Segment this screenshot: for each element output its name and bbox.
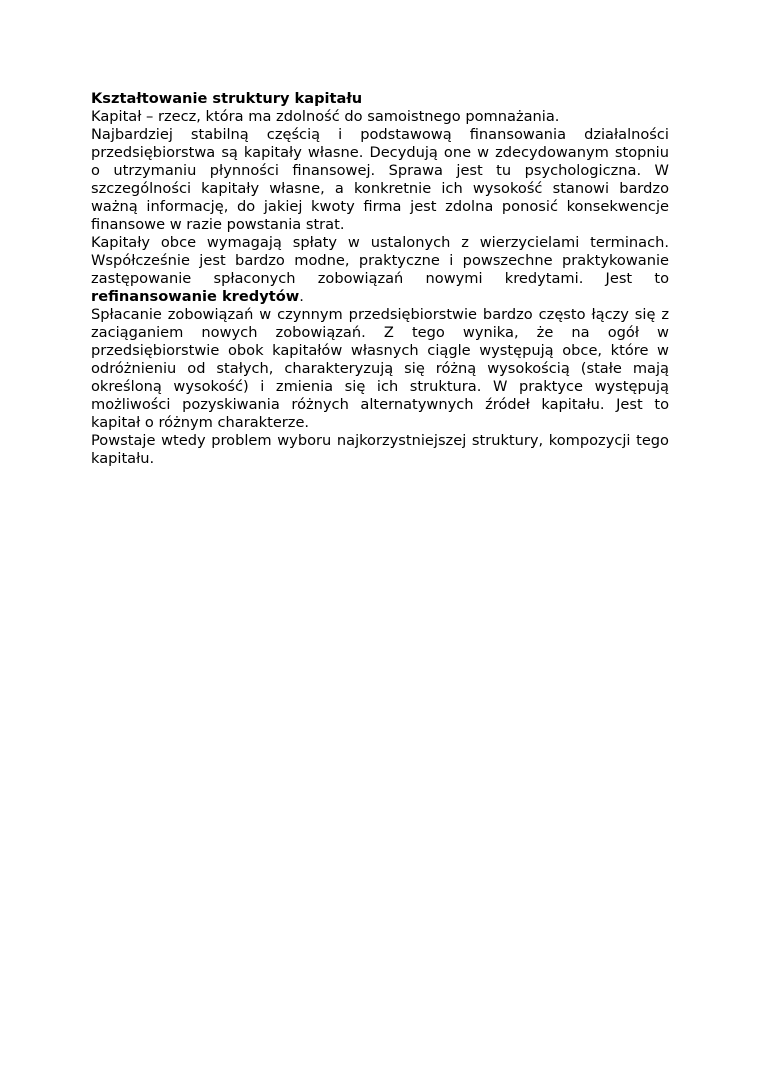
paragraph-foreign-capital-end: .: [299, 288, 304, 305]
paragraph-debt-repayment: Spłacanie zobowiązań w czynnym przedsiębiorstwie bardzo często łączy się z zaciąganiem nowych zobowiązań. Z tego wynika, że na ogół w przedsiębiorstwie obok kapitałów własnych ciągle występują obce, które w odróżnieniu od stałych, charakteryzują się różną wysokością (stałe mają określoną wysokość) i zmienia się ich struktura. W praktyce występują możliwości pozyskiwania różnych alternatywnych źródeł kapitału. Jest to kapitał o różnym charakterze.: [91, 306, 669, 431]
paragraph-foreign-capital-text: Kapitały obce wymagają spłaty w ustalonych z wierzycielami terminach. Współcześnie jest bardzo modne, praktyczne i powszechne praktykowanie zastępowanie spłaconych zobowiązań nowymi kredytami. Jest to: [91, 234, 669, 287]
refinancing-term: refinansowanie kredytów: [91, 288, 300, 305]
paragraph-structure-choice: Powstaje wtedy problem wyboru najkorzystniejszej struktury, kompozycji tego kapitału.: [91, 432, 669, 467]
document-page: [91, 90, 669, 468]
paragraph-own-capital: Najbardziej stabilną częścią i podstawową finansowania działalności przedsiębiorstwa są kapitały własne. Decydują one w zdecydowanym stopniu o utrzymaniu płynności finansowej. Sprawa jest tu psychologiczna. W szczególności kapitały własne, a konkretnie ich wysokość stanowi bardzo ważną informację, do jakiej kwoty firma jest zdolna ponosić konsekwencje finansowe w razie powstania strat.: [91, 126, 669, 233]
document-title: Kształtowanie struktury kapitału: [91, 90, 363, 107]
paragraph-foreign-capital: [91, 234, 669, 306]
paragraph-capital-definition: Kapitał – rzecz, która ma zdolność do samoistnego pomnażania.: [91, 108, 560, 125]
